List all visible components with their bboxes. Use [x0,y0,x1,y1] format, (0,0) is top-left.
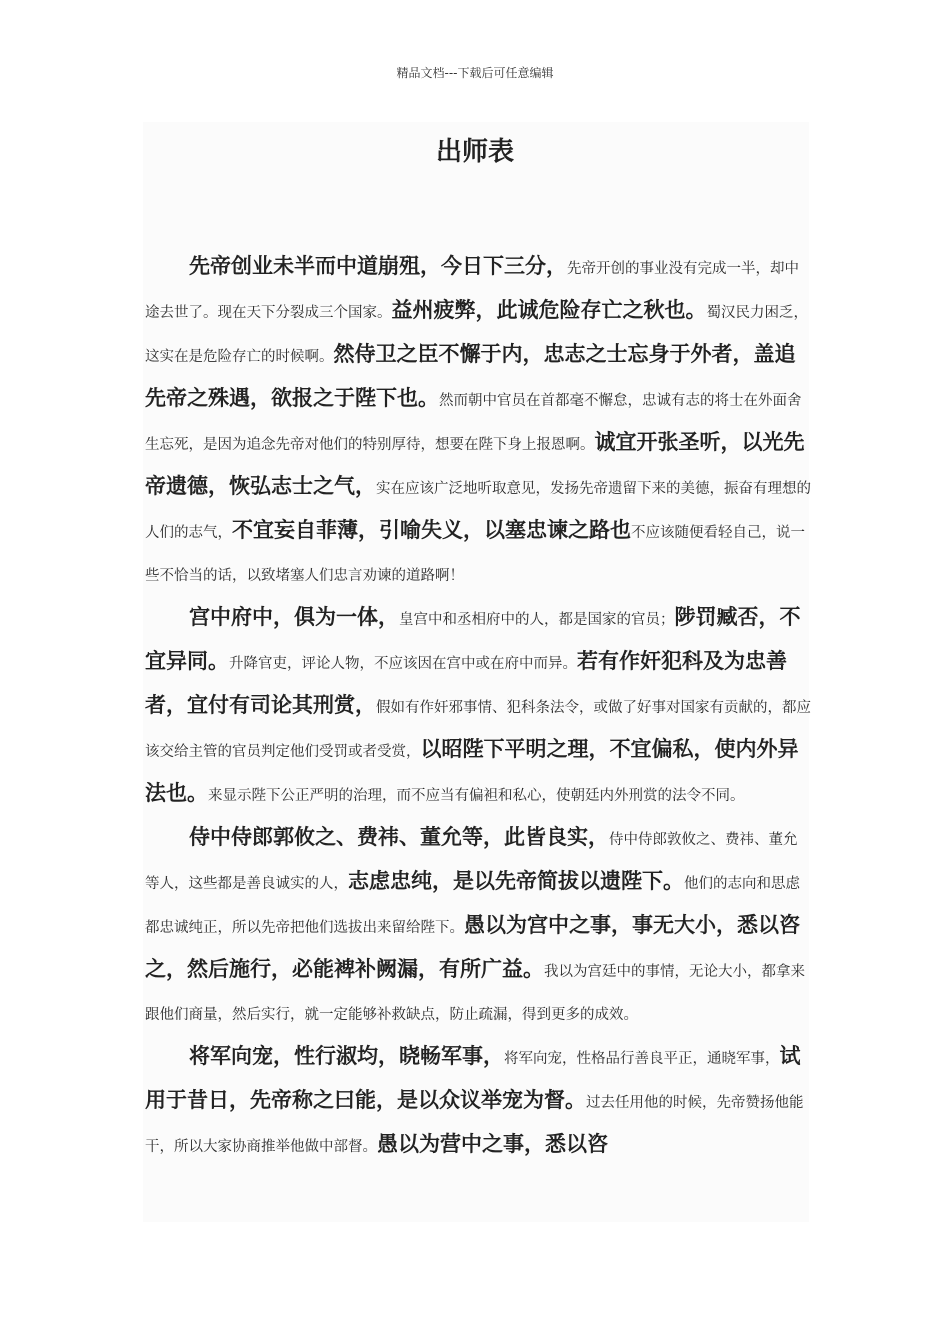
translation-text: 侍中侍郎敦攸之、费祎、董允等人，这些都是善良诚实的人， [145,832,798,892]
translation-text: 实在应该广泛地听取意见，发扬先帝遗留下来的美德，振奋有理想的人们的志气， [145,481,811,541]
translation-text: 不应该随便看轻自己，说一些不恰当的话，以致堵塞人们忠言劝谏的道路啊！ [145,525,805,584]
original-text: 陟罚臧否，不宜异同。 [145,605,801,673]
translation-text: 升降官吏，评论人物，不应该因在宫中或在府中而异。 [229,656,577,672]
document-body [145,246,811,1168]
original-text: 侍中侍郎郭攸之、费祎、董允等，此皆良实， [189,825,609,849]
original-text: 志虑忠纯，是以先帝简拔以遗陛下。 [348,869,684,893]
translation-text: 过去任用他的时候，先帝赞扬他能干，所以大家协商推举他做中部督。 [145,1095,804,1155]
paragraph-3 [145,817,811,1036]
original-text: 然侍卫之臣不懈于内，忠志之士忘身于外者，盖追先帝之殊遇，欲报之于陛下也。 [145,342,796,410]
original-text: 若有作奸犯科及为忠善者，宜付有司论其刑赏， [145,649,787,717]
paragraph-2 [145,597,811,817]
original-text: 益州疲弊，此诚危险存亡之秋也。 [391,298,707,322]
translation-text: 将军向宠，性格品行善良平正，通晓军事， [504,1051,780,1067]
original-text: 以昭陛下平明之理，不宜偏私，使内外异法也。 [145,737,799,805]
paragraph-1 [145,246,811,597]
original-text: 宫中府中，俱为一体， [189,605,399,629]
page-header-watermark: 精品文档---下载后可任意编辑 [396,66,554,80]
original-text: 先帝创业未半而中道崩殂，今日下三分， [189,254,567,278]
translation-text: 我以为宫廷中的事情，无论大小，都拿来跟他们商量，然后实行，就一定能够补救缺点，防止疏漏，得到更多的成效。 [145,964,805,1023]
original-text: 试用于昔日，先帝称之曰能，是以众议举宠为督。 [145,1044,801,1112]
translation-text: 来显示陛下公正严明的治理，而不应当有偏袒和私心，使朝廷内外刑赏的法令不同。 [208,788,745,804]
translation-text: 假如有作奸邪事情、犯科条法令，或做了好事对国家有贡献的，都应该交给主管的官员判定他们受罚或者受赏， [145,700,811,760]
original-text: 将军向宠，性行淑均，晓畅军事， [189,1044,504,1068]
translation-text: 先帝开创的事业没有完成一半，却中途去世了。现在天下分裂成三个国家。 [145,261,799,321]
translation-text: 皇宫中和丞相府中的人，都是国家的官员； [399,612,675,628]
original-text: 诚宜开张圣听，以光先帝遗德，恢弘志士之气， [145,430,805,498]
paragraph-4 [145,1036,811,1168]
translation-text: 他们的志向和思虑都忠诚纯正，所以先帝把他们选拔出来留给陛下。 [145,876,800,936]
document-title: 出师表 [435,137,514,167]
translation-text: 蜀汉民力困乏，这实在是危险存亡的时候啊。 [145,305,808,365]
original-text: 愚以为宫中之事，事无大小，悉以咨之，然后施行，必能裨补阙漏，有所广益。 [145,913,800,981]
translation-text: 然而朝中官员在首都毫不懈怠，忠诚有志的将士在外面舍生忘死，是因为追念先帝对他们的特别厚待，想要在陛下身上报恩啊。 [145,393,802,453]
original-text: 不宜妄自菲薄，引喻失义，以塞忠谏之路也 [232,518,631,542]
original-text: 愚以为营中之事，悉以咨 [377,1132,608,1156]
